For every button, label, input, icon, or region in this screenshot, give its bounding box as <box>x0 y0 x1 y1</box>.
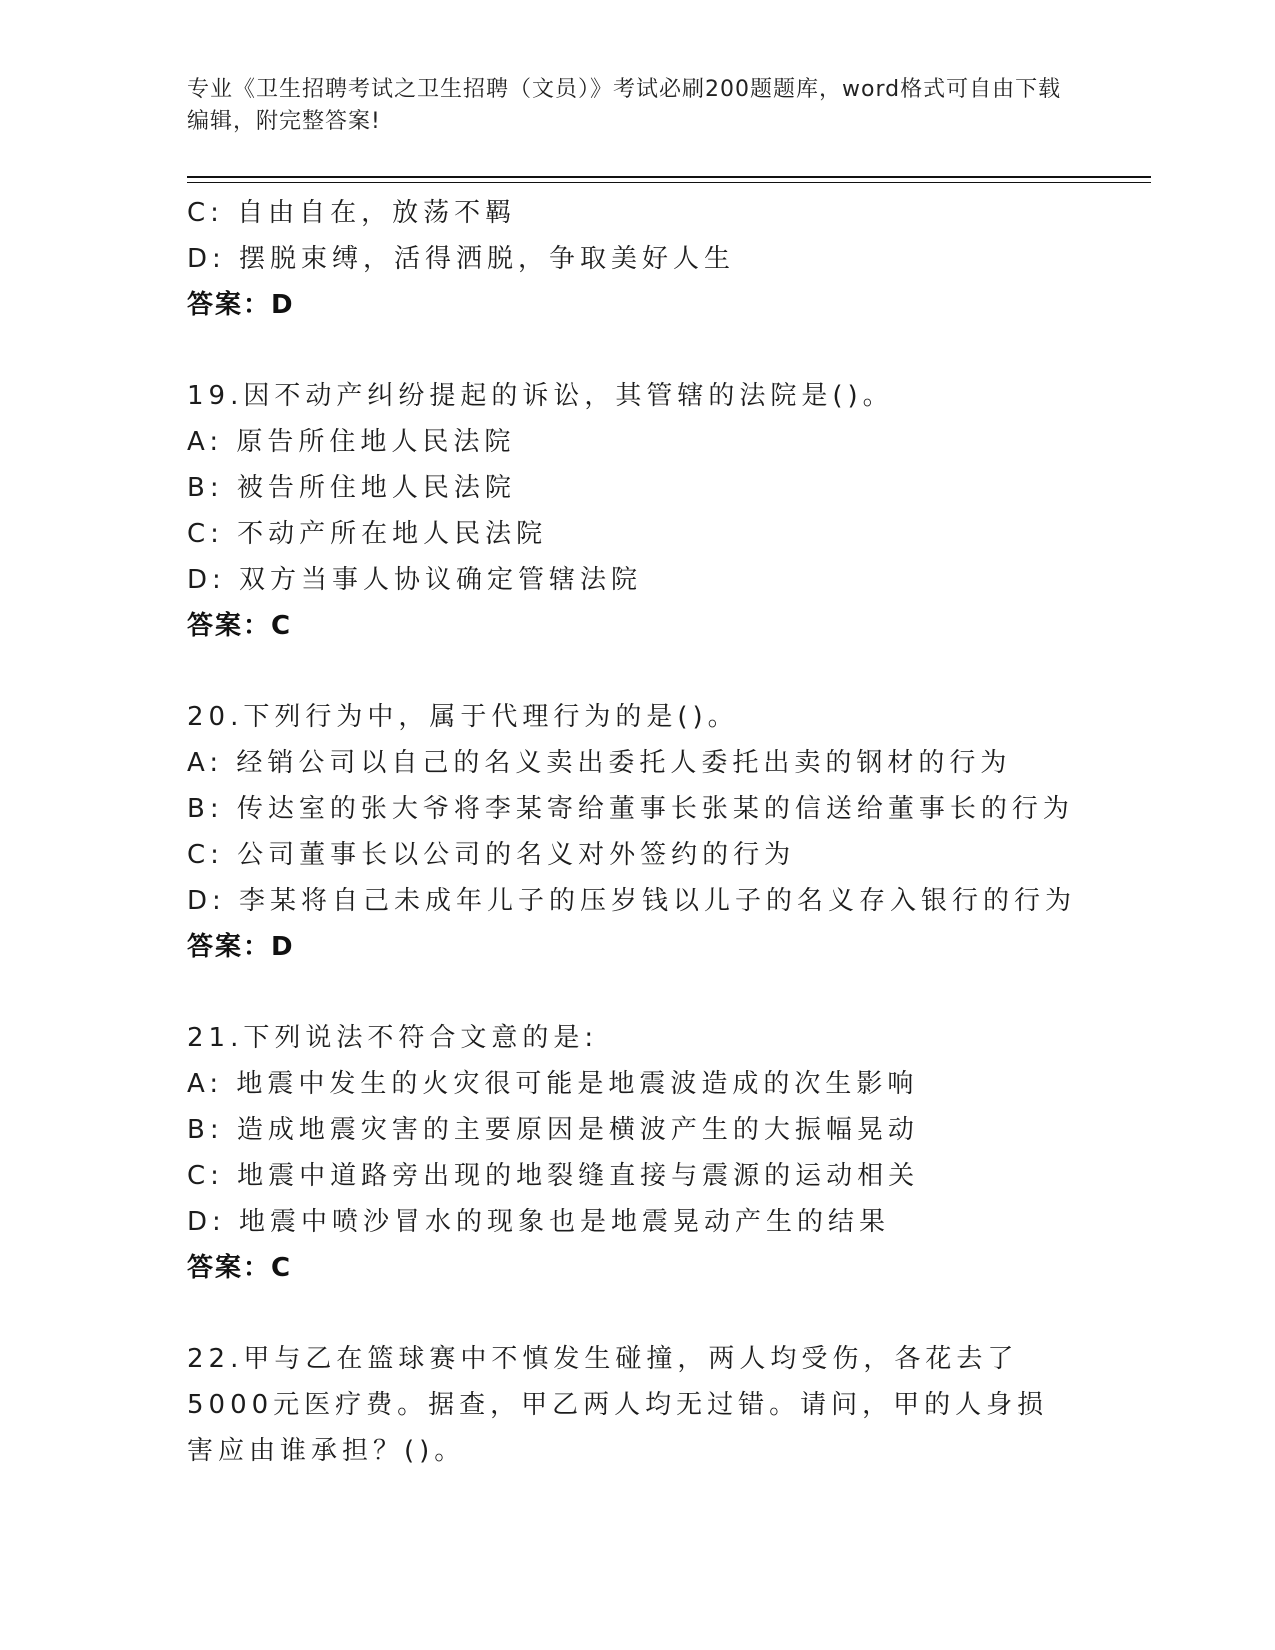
spacer <box>187 1291 1147 1336</box>
question-20 <box>187 694 1147 970</box>
option-c: C: 不动产所在地人民法院 <box>187 519 548 549</box>
option-a: A: 地震中发生的火灾很可能是地震波造成的次生影响 <box>187 1069 919 1099</box>
answer: 答案：D <box>187 290 295 320</box>
document-content <box>187 190 1147 1474</box>
option-b: B: 被告所住地人民法院 <box>187 473 516 503</box>
option-d: D: 双方当事人协议确定管辖法院 <box>187 565 643 595</box>
question-19 <box>187 373 1147 649</box>
question-18-tail <box>187 190 1147 328</box>
question-text: 19.因不动产纠纷提起的诉讼，其管辖的法院是()。 <box>187 381 894 411</box>
option-c: C: 公司董事长以公司的名义对外签约的行为 <box>187 840 796 870</box>
question-22 <box>187 1336 1147 1474</box>
option-a: A: 原告所住地人民法院 <box>187 427 516 457</box>
question-text: 20.下列行为中，属于代理行为的是()。 <box>187 702 739 732</box>
header-rule-thick <box>187 176 1151 178</box>
answer: 答案：C <box>187 1253 293 1283</box>
option-c: C: 地震中道路旁出现的地裂缝直接与震源的运动相关 <box>187 1161 920 1191</box>
spacer <box>187 328 1147 373</box>
answer: 答案：D <box>187 932 295 962</box>
option-c: C: 自由自在，放荡不羁 <box>187 198 517 228</box>
option-b: B: 传达室的张大爷将李某寄给董事长张某的信送给董事长的行为 <box>187 794 1074 824</box>
answer: 答案：C <box>187 611 293 641</box>
spacer <box>187 649 1147 694</box>
spacer <box>187 970 1147 1015</box>
question-text: 22.甲与乙在篮球赛中不慎发生碰撞，两人均受伤，各花去了5000元医疗费。据查，甲乙两人均无过错。请问，甲的人身损害应由谁承担？()。 <box>187 1344 1049 1466</box>
document-header: 专业《卫生招聘考试之卫生招聘（文员）》考试必刷200题题库，word格式可自由下载编辑，附完整答案! <box>187 77 1062 134</box>
question-21 <box>187 1015 1147 1291</box>
header-rule-thin <box>187 182 1151 183</box>
option-d: D: 李某将自己未成年儿子的压岁钱以儿子的名义存入银行的行为 <box>187 886 1077 916</box>
question-text: 21.下列说法不符合文意的是: <box>187 1023 599 1053</box>
option-d: D: 摆脱束缚，活得洒脱，争取美好人生 <box>187 244 736 274</box>
option-b: B: 造成地震灾害的主要原因是横波产生的大振幅晃动 <box>187 1115 919 1145</box>
option-d: D: 地震中喷沙冒水的现象也是地震晃动产生的结果 <box>187 1207 891 1237</box>
option-a: A: 经销公司以自己的名义卖出委托人委托出卖的钢材的行为 <box>187 748 1012 778</box>
